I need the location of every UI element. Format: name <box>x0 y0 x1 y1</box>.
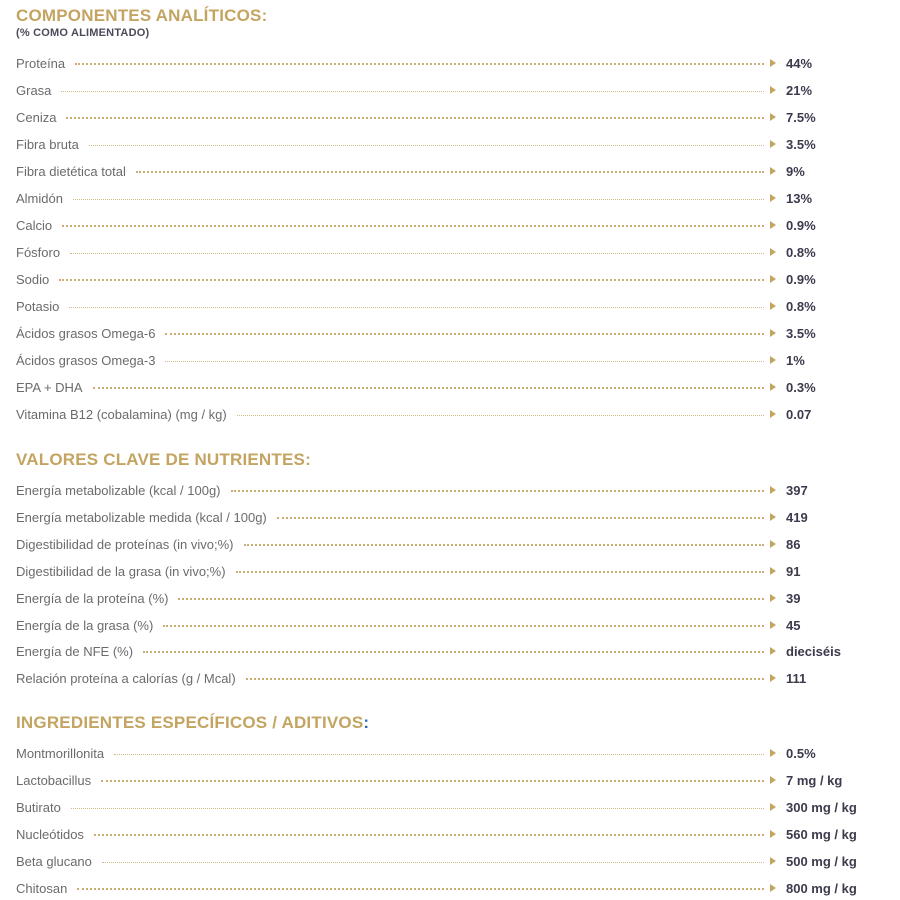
row-value: 45 <box>786 617 801 633</box>
dotted-leader <box>62 225 764 227</box>
dotted-leader <box>136 171 764 173</box>
dotted-leader <box>73 199 764 200</box>
arrow-icon <box>770 594 776 602</box>
row-label: Butirato <box>16 799 61 815</box>
row-value: 800 mg / kg <box>786 880 857 896</box>
analytic-subtitle: (% COMO ALIMENTADO) <box>16 27 150 39</box>
arrow-icon <box>770 59 776 67</box>
row-label: EPA + DHA <box>16 379 83 395</box>
row-value: 7.5% <box>786 109 816 125</box>
arrow-icon <box>770 567 776 575</box>
arrow-icon <box>770 329 776 337</box>
row-label: Calcio <box>16 217 53 233</box>
dotted-leader <box>236 571 764 573</box>
row-value: 3.5% <box>786 325 816 341</box>
arrow-icon <box>770 513 776 521</box>
dotted-leader <box>69 307 764 308</box>
dotted-leader <box>231 490 764 492</box>
dotted-leader <box>114 754 764 755</box>
row-label: Energía metabolizable (kcal / 100g) <box>16 482 221 498</box>
row-value: 1% <box>786 352 805 368</box>
row-label: Nucleótidos <box>16 826 84 842</box>
nutrients-section-title: VALORES CLAVE DE NUTRIENTES: <box>16 450 311 469</box>
row-value: 300 mg / kg <box>786 799 857 815</box>
dotted-leader <box>59 279 764 281</box>
row-label: Relación proteína a calorías (g / Mcal) <box>16 670 236 686</box>
nutrient-row <box>16 669 890 687</box>
arrow-icon <box>770 410 776 418</box>
analytic-row <box>16 378 890 396</box>
row-label: Fibra bruta <box>16 136 79 152</box>
row-label: Energía de la proteína (%) <box>16 590 169 606</box>
dotted-leader <box>178 598 764 600</box>
arrow-icon <box>770 749 776 757</box>
arrow-icon <box>770 275 776 283</box>
arrow-icon <box>770 383 776 391</box>
row-value: 7 mg / kg <box>786 772 843 788</box>
nutrient-row <box>16 508 890 526</box>
arrow-icon <box>770 113 776 121</box>
arrow-icon <box>770 621 776 629</box>
row-value: 44% <box>786 55 813 71</box>
row-label: Fósforo <box>16 244 61 260</box>
dotted-leader <box>77 888 764 890</box>
row-label: Sodio <box>16 271 50 287</box>
row-label: Energía de la grasa (%) <box>16 617 154 633</box>
dotted-leader <box>66 117 764 119</box>
dotted-leader <box>101 780 764 782</box>
row-label: Vitamina B12 (cobalamina) (mg / kg) <box>16 406 227 422</box>
arrow-icon <box>770 647 776 655</box>
row-value: 0.9% <box>786 271 816 287</box>
arrow-icon <box>770 221 776 229</box>
analytic-row <box>16 189 890 207</box>
dotted-leader <box>165 361 764 362</box>
row-label: Grasa <box>16 82 52 98</box>
dotted-leader <box>277 517 764 519</box>
dotted-leader <box>71 808 764 809</box>
dotted-leader <box>89 145 764 146</box>
dotted-leader <box>61 91 764 92</box>
row-label: Beta glucano <box>16 853 92 869</box>
row-value: 9% <box>786 163 805 179</box>
row-label: Ácidos grasos Omega-6 <box>16 325 156 341</box>
row-value: 0.07 <box>786 406 812 422</box>
row-value: 13% <box>786 190 813 206</box>
nutrient-row <box>16 616 890 634</box>
analytic-row <box>16 297 890 315</box>
ingredient-row <box>16 879 890 897</box>
ingredient-row <box>16 798 890 816</box>
row-label: Almidón <box>16 190 63 206</box>
nutrient-row <box>16 562 890 580</box>
row-label: Ceniza <box>16 109 57 125</box>
row-label: Montmorillonita <box>16 745 105 761</box>
row-label: Proteína <box>16 55 66 71</box>
row-label: Energía de NFE (%) <box>16 643 134 659</box>
nutrient-row <box>16 535 890 553</box>
nutrient-row <box>16 642 890 660</box>
nutrient-row <box>16 589 890 607</box>
row-value: 86 <box>786 536 801 552</box>
row-label: Digestibilidad de proteínas (in vivo;%) <box>16 536 234 552</box>
analytic-row <box>16 270 890 288</box>
dotted-leader <box>244 544 765 546</box>
analytic-row <box>16 324 890 342</box>
arrow-icon <box>770 356 776 364</box>
row-value: 0.9% <box>786 217 816 233</box>
row-value: 500 mg / kg <box>786 853 857 869</box>
analytic-row <box>16 351 890 369</box>
ingredient-row <box>16 744 890 762</box>
analytic-row <box>16 54 890 72</box>
row-value: 3.5% <box>786 136 816 152</box>
row-value: 91 <box>786 563 801 579</box>
arrow-icon <box>770 674 776 682</box>
row-value: 419 <box>786 509 808 525</box>
arrow-icon <box>770 302 776 310</box>
row-label: Potasio <box>16 298 60 314</box>
ingredient-row <box>16 852 890 870</box>
row-value: 0.5% <box>786 745 816 761</box>
row-label: Chitosan <box>16 880 68 896</box>
row-label: Ácidos grasos Omega-3 <box>16 352 156 368</box>
dotted-leader <box>75 63 764 65</box>
row-value: 39 <box>786 590 801 606</box>
ingredients-section-title: INGREDIENTES ESPECÍFICOS / ADITIVOS: <box>16 713 370 732</box>
arrow-icon <box>770 86 776 94</box>
dotted-leader <box>165 333 764 335</box>
row-label: Energía metabolizable medida (kcal / 100g) <box>16 509 267 525</box>
dotted-leader <box>102 862 764 863</box>
dotted-leader <box>246 678 764 680</box>
arrow-icon <box>770 884 776 892</box>
row-label: Lactobacillus <box>16 772 92 788</box>
row-value: dieciséis <box>786 643 841 659</box>
analytic-row <box>16 135 890 153</box>
analytic-row <box>16 81 890 99</box>
analytic-row <box>16 405 890 423</box>
arrow-icon <box>770 248 776 256</box>
analytic-section-title: COMPONENTES ANALÍTICOS: <box>16 6 268 25</box>
dotted-leader <box>70 253 764 254</box>
arrow-icon <box>770 140 776 148</box>
dotted-leader <box>93 387 764 389</box>
ingredient-row <box>16 825 890 843</box>
dotted-leader <box>143 651 764 653</box>
dotted-leader <box>94 834 764 836</box>
analytic-row <box>16 162 890 180</box>
row-value: 0.8% <box>786 298 816 314</box>
analytic-row <box>16 216 890 234</box>
row-value: 0.8% <box>786 244 816 260</box>
ingredient-row <box>16 771 890 789</box>
arrow-icon <box>770 803 776 811</box>
arrow-icon <box>770 194 776 202</box>
row-label: Digestibilidad de la grasa (in vivo;%) <box>16 563 226 579</box>
arrow-icon <box>770 540 776 548</box>
arrow-icon <box>770 830 776 838</box>
row-value: 397 <box>786 482 808 498</box>
row-value: 111 <box>786 670 807 686</box>
analytic-row <box>16 108 890 126</box>
dotted-leader <box>237 415 764 416</box>
row-label: Fibra dietética total <box>16 163 126 179</box>
dotted-leader <box>163 625 764 627</box>
row-value: 0.3% <box>786 379 816 395</box>
arrow-icon <box>770 776 776 784</box>
nutrient-row <box>16 481 890 499</box>
arrow-icon <box>770 167 776 175</box>
arrow-icon <box>770 857 776 865</box>
analytic-row <box>16 243 890 261</box>
row-value: 560 mg / kg <box>786 826 857 842</box>
arrow-icon <box>770 486 776 494</box>
row-value: 21% <box>786 82 813 98</box>
